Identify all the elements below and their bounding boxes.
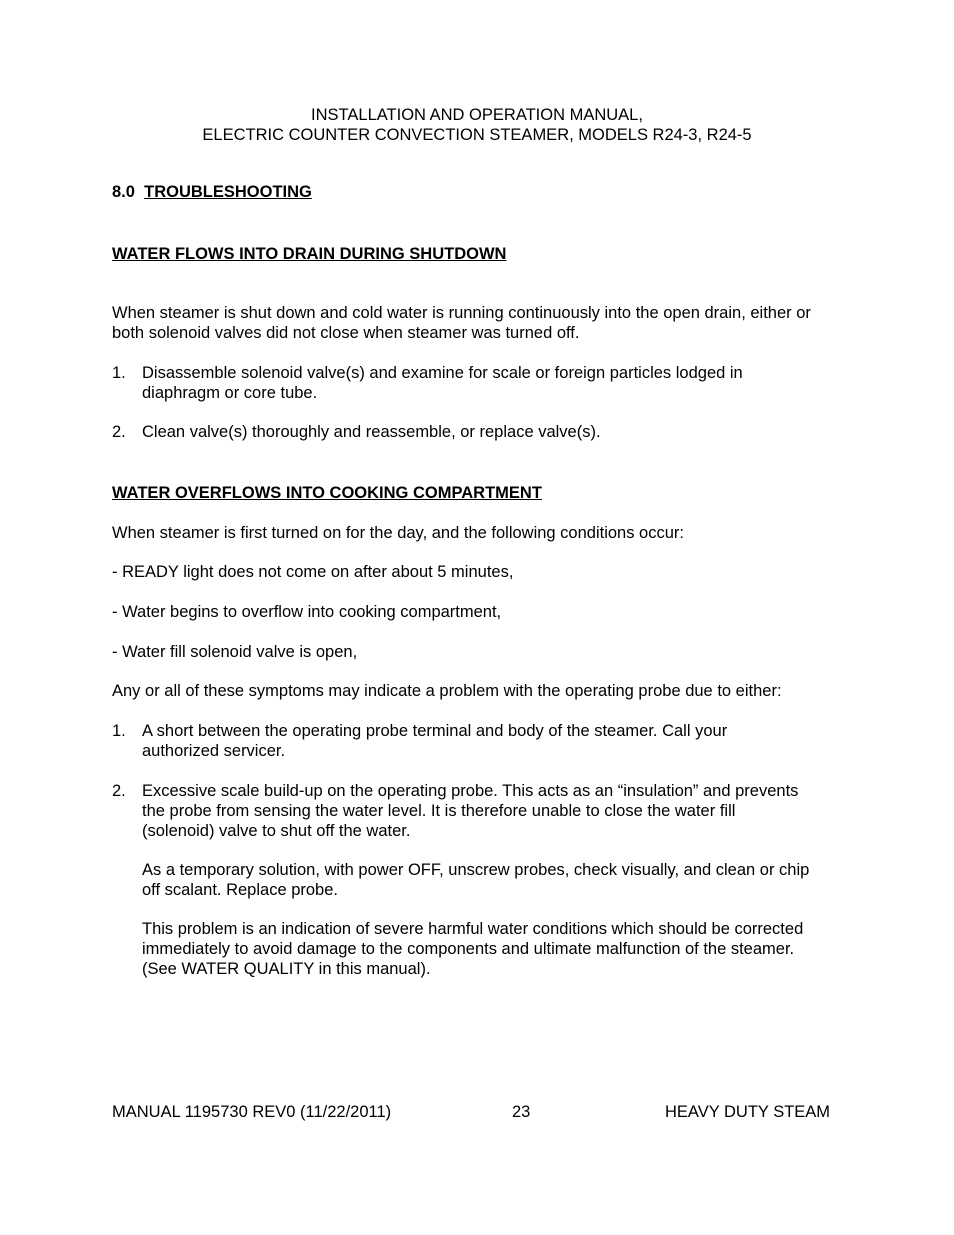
cause-line: (solenoid) valve to shut off the water.: [142, 822, 411, 840]
drain-step-line: Clean valve(s) thoroughly and reassemble, or replace valve(s).: [142, 423, 601, 441]
condition-item: - Water begins to overflow into cooking compartment,: [112, 603, 502, 621]
drain-intro-line-2: both solenoid valves did not close when steamer was turned off.: [112, 324, 580, 342]
footer-manual-number: MANUAL 1195730 REV0 (11/22/2011): [112, 1103, 392, 1121]
footer-brand: HEAVY DUTY STEAM: [665, 1103, 831, 1121]
temporary-solution: [142, 860, 862, 900]
cause-text: [142, 781, 862, 841]
cause-line: authorized servicer.: [142, 742, 286, 760]
drain-step-number: 1.: [112, 364, 126, 382]
drain-step-text: [142, 363, 862, 403]
solution-line: As a temporary solution, with power OFF, unscrew probes, check visually, and clean or chip: [142, 861, 810, 879]
warning-line: immediately to avoid damage to the components and ultimate malfunction of the steamer.: [142, 940, 795, 958]
section-heading: [112, 182, 852, 202]
cause-number: 2.: [112, 782, 126, 800]
section-number: 8.0: [112, 183, 135, 201]
section-title: TROUBLESHOOTING: [144, 183, 312, 201]
drain-intro-line-1: When steamer is shut down and cold water is running continuously into the open drain, either or: [112, 304, 811, 322]
overflow-intro: When steamer is first turned on for the day, and the following conditions occur:: [112, 524, 684, 542]
overflow-heading: WATER OVERFLOWS INTO COOKING COMPARTMENT: [112, 484, 542, 502]
drain-step-line: diaphragm or core tube.: [142, 384, 318, 402]
condition-item: - READY light does not come on after about 5 minutes,: [112, 563, 514, 581]
cause-line: Excessive scale build-up on the operating probe. This acts as an “insulation” and prevents: [142, 782, 799, 800]
drain-step-text: [142, 422, 862, 442]
header-line-1: INSTALLATION AND OPERATION MANUAL,: [311, 106, 643, 124]
drain-step-number: 2.: [112, 423, 126, 441]
cause-number: 1.: [112, 722, 126, 740]
water-quality-warning: [142, 919, 862, 979]
warning-line: This problem is an indication of severe harmful water conditions which should be corrected: [142, 920, 804, 938]
symptoms-text: Any or all of these symptoms may indicate a problem with the operating probe due to either:: [112, 682, 782, 700]
drain-heading: WATER FLOWS INTO DRAIN DURING SHUTDOWN: [112, 245, 507, 263]
drain-step-line: Disassemble solenoid valve(s) and examine for scale or foreign particles lodged in: [142, 364, 743, 382]
header-line-2: ELECTRIC COUNTER CONVECTION STEAMER, MODELS R24-3, R24-5: [202, 126, 752, 144]
cause-line: the probe from sensing the water level. It is therefore unable to close the water fill: [142, 802, 736, 820]
solution-line: off scalant. Replace probe.: [142, 881, 338, 899]
warning-line: (See WATER QUALITY in this manual).: [142, 960, 431, 978]
cause-line: A short between the operating probe terminal and body of the steamer. Call your: [142, 722, 728, 740]
condition-item: - Water fill solenoid valve is open,: [112, 643, 358, 661]
cause-text: [142, 721, 862, 761]
footer-page-number: 23: [512, 1103, 531, 1121]
